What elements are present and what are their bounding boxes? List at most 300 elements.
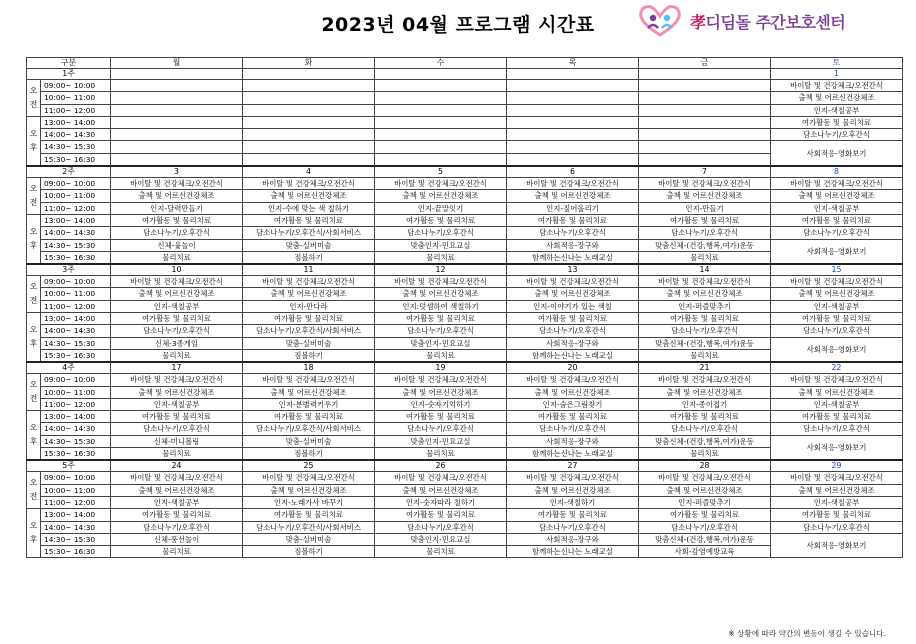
time-slot: 10:00~ 11:00 xyxy=(41,190,111,202)
activity-cell: 인지-만들기 xyxy=(639,202,771,214)
activity-cell xyxy=(111,92,243,104)
activity-cell: 담소나누기/오후간식 xyxy=(639,227,771,239)
activity-cell: 바이탈 및 건강체크/오전간식 xyxy=(243,374,375,386)
header-day: 금 xyxy=(639,58,771,69)
activity-cell: 담소나누기/오후간식 xyxy=(375,423,507,435)
date-cell xyxy=(375,69,507,80)
time-slot: 13:00~ 14:00 xyxy=(41,214,111,226)
activity-cell: 여가활동 및 물리치료 xyxy=(771,411,903,423)
time-slot: 09:00~ 10:00 xyxy=(41,276,111,288)
activity-cell: 담소나누기/오후간식/사회서비스 xyxy=(243,521,375,533)
time-slot: 14:00~ 14:30 xyxy=(41,227,111,239)
activity-cell: 신체-3종게임 xyxy=(111,337,243,349)
time-slot: 15:30~ 16:30 xyxy=(41,349,111,362)
activity-cell: 사회적응-영화보기 xyxy=(771,435,903,460)
activity-cell: 바이탈 및 건강체크/오전간식 xyxy=(111,472,243,484)
logo-text: 孝디딤돌 주간보호센터 xyxy=(690,12,846,32)
activity-cell: 물리치료 xyxy=(639,251,771,264)
activity-cell: 맞춤-실버미술 xyxy=(243,533,375,545)
date-cell: 25 xyxy=(243,460,375,472)
activity-cell: 출첵 및 어르신건강체조 xyxy=(771,386,903,398)
time-slot: 14:30~ 15:30 xyxy=(41,435,111,447)
activity-cell: 담소나누기/오후간식 xyxy=(639,423,771,435)
activity-cell: 출첵 및 어르신건강체조 xyxy=(111,386,243,398)
activity-cell: 여가활동 및 물리치료 xyxy=(507,509,639,521)
activity-cell: 여가활동 및 물리치료 xyxy=(111,509,243,521)
time-slot: 09:00~ 10:00 xyxy=(41,178,111,190)
activity-cell: 여가활동 및 물리치료 xyxy=(639,509,771,521)
date-cell: 20 xyxy=(507,362,639,374)
activity-cell: 맞춤인지-민요교실 xyxy=(375,533,507,545)
activity-cell: 사회적응-장구와 xyxy=(507,533,639,545)
time-slot: 10:00~ 11:00 xyxy=(41,386,111,398)
activity-cell: 여가활동 및 물리치료 xyxy=(243,411,375,423)
time-slot: 15:30~ 16:30 xyxy=(41,448,111,461)
activity-cell: 여가활동 및 물리치료 xyxy=(639,411,771,423)
time-slot: 10:00~ 11:00 xyxy=(41,92,111,104)
activity-cell: 출첵 및 어르신건강체조 xyxy=(507,484,639,496)
activity-cell: 바이탈 및 건강체크/오전간식 xyxy=(375,276,507,288)
time-slot: 14:00~ 14:30 xyxy=(41,423,111,435)
activity-cell xyxy=(243,104,375,116)
activity-cell: 인지-노래가사 바꾸기 xyxy=(243,496,375,508)
week-header-row xyxy=(27,264,903,276)
activity-cell: 인지-색칠공부 xyxy=(111,496,243,508)
am-label: 오 전 xyxy=(27,178,41,215)
date-cell: 1 xyxy=(771,69,903,80)
activity-cell xyxy=(375,80,507,92)
activity-cell: 여가활동 및 물리치료 xyxy=(375,411,507,423)
activity-cell: 짐볼하기 xyxy=(243,448,375,461)
date-cell xyxy=(507,69,639,80)
schedule-row xyxy=(27,374,903,386)
pm-label: 오 후 xyxy=(27,313,41,363)
am-label: 오 전 xyxy=(27,472,41,509)
activity-cell: 인지-색칠공부 xyxy=(771,300,903,312)
activity-cell xyxy=(639,116,771,128)
activity-cell: 사회적응-장구와 xyxy=(507,239,639,251)
header-day: 목 xyxy=(507,58,639,69)
activity-cell: 맞춤신체-(건강,행복,여가)운동 xyxy=(639,533,771,545)
time-slot: 09:00~ 10:00 xyxy=(41,80,111,92)
activity-cell: 여가활동 및 물리치료 xyxy=(375,313,507,325)
activity-cell: 출첵 및 어르신건강체조 xyxy=(375,484,507,496)
pm-label: 오 후 xyxy=(27,214,41,264)
activity-cell: 맞춤인지-민요교실 xyxy=(375,239,507,251)
time-slot: 10:00~ 11:00 xyxy=(41,288,111,300)
week-label: 4주 xyxy=(27,362,111,374)
schedule-row xyxy=(27,472,903,484)
activity-cell: 물리치료 xyxy=(375,251,507,264)
activity-cell: 인지-종이접기 xyxy=(639,398,771,410)
date-cell: 19 xyxy=(375,362,507,374)
activity-cell: 여가활동 및 물리치료 xyxy=(111,214,243,226)
activity-cell: 인지-분별력키우기 xyxy=(243,398,375,410)
activity-cell: 인지-색칠하기 xyxy=(507,496,639,508)
week-header-row xyxy=(27,166,903,178)
date-cell: 26 xyxy=(375,460,507,472)
activity-cell: 인지-숨은그림찾기 xyxy=(507,398,639,410)
week-label: 1주 xyxy=(27,69,111,80)
header-day: 수 xyxy=(375,58,507,69)
activity-cell: 인지-색칠공부 xyxy=(111,398,243,410)
schedule-row xyxy=(27,276,903,288)
activity-cell: 바이탈 및 건강체크/오전간식 xyxy=(771,178,903,190)
activity-cell xyxy=(507,153,639,166)
activity-cell: 사회적응-영화보기 xyxy=(771,141,903,166)
date-cell: 6 xyxy=(507,166,639,178)
activity-cell: 출첵 및 어르신건강체조 xyxy=(243,484,375,496)
activity-cell: 함께하는신나는 노래교실 xyxy=(507,546,639,558)
date-cell: 18 xyxy=(243,362,375,374)
activity-cell: 출첵 및 어르신건강체조 xyxy=(375,190,507,202)
activity-cell: 바이탈 및 건강체크/오전간식 xyxy=(639,374,771,386)
activity-cell: 신체-윷놀이 xyxy=(111,239,243,251)
schedule-row xyxy=(27,313,903,325)
activity-cell: 맞춤신체-(건강,행복,여가)운동 xyxy=(639,239,771,251)
date-cell: 22 xyxy=(771,362,903,374)
week-label: 2주 xyxy=(27,166,111,178)
activity-cell: 출첵 및 어르신건강체조 xyxy=(639,190,771,202)
activity-cell: 사회적응-영화보기 xyxy=(771,337,903,362)
time-slot: 11:00~ 12:00 xyxy=(41,104,111,116)
time-slot: 14:30~ 15:30 xyxy=(41,533,111,545)
schedule-row xyxy=(27,484,903,496)
time-slot: 14:30~ 15:30 xyxy=(41,337,111,349)
activity-cell: 물리치료 xyxy=(111,349,243,362)
activity-cell: 신체-풍선놀이 xyxy=(111,533,243,545)
activity-cell xyxy=(639,129,771,141)
activity-cell: 담소나누기/오후간식 xyxy=(507,521,639,533)
activity-cell: 담소나누기/오후간식 xyxy=(111,227,243,239)
time-slot: 11:00~ 12:00 xyxy=(41,398,111,410)
activity-cell: 바이탈 및 건강체크/오전간식 xyxy=(111,276,243,288)
activity-cell xyxy=(639,104,771,116)
activity-cell: 출첵 및 어르신건강체조 xyxy=(243,288,375,300)
date-cell: 8 xyxy=(771,166,903,178)
schedule-row xyxy=(27,521,903,533)
time-slot: 13:00~ 14:00 xyxy=(41,313,111,325)
activity-cell: 출첵 및 어르신건강체조 xyxy=(771,190,903,202)
time-slot: 10:00~ 11:00 xyxy=(41,484,111,496)
activity-cell: 출첵 및 어르신건강체조 xyxy=(111,484,243,496)
time-slot: 14:30~ 15:30 xyxy=(41,239,111,251)
activity-cell: 물리치료 xyxy=(375,349,507,362)
activity-cell: 담소나누기/오후간식 xyxy=(771,423,903,435)
date-cell: 12 xyxy=(375,264,507,276)
activity-cell: 맞춤-실버미술 xyxy=(243,239,375,251)
activity-cell: 출첵 및 어르신건강체조 xyxy=(111,288,243,300)
am-label: 오 전 xyxy=(27,276,41,313)
activity-cell: 바이탈 및 건강체크/오전간식 xyxy=(771,276,903,288)
activity-cell: 물리치료 xyxy=(111,448,243,461)
date-cell: 27 xyxy=(507,460,639,472)
activity-cell: 바이탈 및 건강체크/오전간식 xyxy=(111,374,243,386)
time-slot: 13:00~ 14:00 xyxy=(41,509,111,521)
time-slot: 14:00~ 14:30 xyxy=(41,129,111,141)
activity-cell: 출첵 및 어르신건강체조 xyxy=(639,386,771,398)
date-cell: 15 xyxy=(771,264,903,276)
schedule-row xyxy=(27,214,903,226)
activity-cell: 출첵 및 어르신건강체조 xyxy=(639,288,771,300)
activity-cell: 담소나누기/오후간식 xyxy=(507,325,639,337)
activity-cell: 물리치료 xyxy=(639,448,771,461)
activity-cell: 바이탈 및 건강체크/오전간식 xyxy=(639,178,771,190)
activity-cell: 담소나누기/오후간식 xyxy=(771,227,903,239)
activity-cell: 여가활동 및 물리치료 xyxy=(243,509,375,521)
activity-cell: 인지-색칠공부 xyxy=(771,202,903,214)
activity-cell xyxy=(243,153,375,166)
activity-cell: 인지-수에 맞는 색 칠하기 xyxy=(243,202,375,214)
activity-cell xyxy=(639,80,771,92)
activity-cell: 인지-색칠공부 xyxy=(111,300,243,312)
activity-cell: 출첵 및 어르신건강체조 xyxy=(507,386,639,398)
schedule-row xyxy=(27,533,903,545)
time-slot: 15:30~ 16:30 xyxy=(41,251,111,264)
activity-cell: 물리치료 xyxy=(111,546,243,558)
date-cell xyxy=(243,69,375,80)
schedule-row xyxy=(27,92,903,104)
activity-cell: 바이탈 및 건강체크/오전간식 xyxy=(111,178,243,190)
header-day: 월 xyxy=(111,58,243,69)
activity-cell: 인지:덧셈하여 색칠하기 xyxy=(375,300,507,312)
activity-cell: 출첵 및 어르신건강체조 xyxy=(771,484,903,496)
page-title: 2023년 04월 프로그램 시간표 xyxy=(321,14,595,36)
activity-cell: 담소나누기/오후간식 xyxy=(639,325,771,337)
schedule-row xyxy=(27,300,903,312)
schedule-row xyxy=(27,80,903,92)
activity-cell: 여가활동 및 물리치료 xyxy=(771,313,903,325)
activity-cell: 출첵 및 어르신건강체조 xyxy=(375,288,507,300)
schedule-row xyxy=(27,239,903,251)
activity-cell xyxy=(111,153,243,166)
activity-cell: 여가활동 및 물리치료 xyxy=(771,116,903,128)
activity-cell xyxy=(111,129,243,141)
date-cell: 28 xyxy=(639,460,771,472)
activity-cell: 담소나누기/오후간식 xyxy=(771,521,903,533)
activity-cell: 담소나누기/오후간식 xyxy=(639,521,771,533)
activity-cell: 맞춤-실버미술 xyxy=(243,337,375,349)
schedule-row xyxy=(27,509,903,521)
activity-cell: 여가활동 및 물리치료 xyxy=(111,411,243,423)
activity-cell xyxy=(375,92,507,104)
activity-cell: 바이탈 및 건강체크/오전간식 xyxy=(639,472,771,484)
schedule-row xyxy=(27,337,903,349)
activity-cell: 여가활동 및 물리치료 xyxy=(639,313,771,325)
schedule-row xyxy=(27,496,903,508)
activity-cell: 출첵 및 어르신건강체조 xyxy=(639,484,771,496)
am-label: 오 전 xyxy=(27,80,41,117)
time-slot: 15:30~ 16:30 xyxy=(41,153,111,166)
activity-cell: 물리치료 xyxy=(375,546,507,558)
activity-cell: 바이탈 및 건강체크/오전간식 xyxy=(507,276,639,288)
activity-cell: 담소나누기/오후간식/사회서비스 xyxy=(243,423,375,435)
schedule-row xyxy=(27,202,903,214)
activity-cell: 짐볼하기 xyxy=(243,251,375,264)
schedule-row xyxy=(27,423,903,435)
activity-cell: 맞춤-실버미술 xyxy=(243,435,375,447)
activity-cell: 맞춤인지-민요교실 xyxy=(375,337,507,349)
activity-cell xyxy=(507,104,639,116)
activity-cell: 여가활동 및 물리치료 xyxy=(771,214,903,226)
activity-cell xyxy=(243,141,375,153)
activity-cell: 바이탈 및 건강체크/오전간식 xyxy=(507,178,639,190)
activity-cell: 출첵 및 어르신건강체조 xyxy=(243,190,375,202)
activity-cell: 바이탈 및 건강체크/오전간식 xyxy=(243,472,375,484)
activity-cell: 인지-숫자기억하기 xyxy=(375,398,507,410)
activity-cell: 인지-숫자따라 칠하기 xyxy=(375,496,507,508)
activity-cell: 담소나누기/오후간식 xyxy=(111,325,243,337)
activity-cell xyxy=(639,92,771,104)
activity-cell xyxy=(375,141,507,153)
activity-cell xyxy=(243,92,375,104)
date-cell: 3 xyxy=(111,166,243,178)
date-cell: 13 xyxy=(507,264,639,276)
activity-cell xyxy=(111,116,243,128)
week-header-row xyxy=(27,362,903,374)
activity-cell: 인지-색칠공부 xyxy=(771,496,903,508)
time-slot: 11:00~ 12:00 xyxy=(41,202,111,214)
header-day: 화 xyxy=(243,58,375,69)
activity-cell xyxy=(375,153,507,166)
activity-cell: 여가활동 및 물리치료 xyxy=(243,313,375,325)
activity-cell: 담소나누기/오후간식 xyxy=(375,521,507,533)
activity-cell: 여가활동 및 물리치료 xyxy=(771,509,903,521)
schedule-row xyxy=(27,104,903,116)
activity-cell: 바이탈 및 건강체크/오전간식 xyxy=(243,178,375,190)
activity-cell: 바이탈 및 건강체크/오전간식 xyxy=(771,472,903,484)
activity-cell: 인지-만다라 xyxy=(243,300,375,312)
activity-cell: 바이탈 및 건강체크/오전간식 xyxy=(507,374,639,386)
activity-cell xyxy=(111,80,243,92)
activity-cell: 바이탈 및 건강체크/오전간식 xyxy=(639,276,771,288)
activity-cell: 물리치료 xyxy=(639,349,771,362)
time-slot: 14:00~ 14:30 xyxy=(41,325,111,337)
activity-cell xyxy=(639,141,771,153)
date-cell: 17 xyxy=(111,362,243,374)
activity-cell: 인지-짚어올리기 xyxy=(507,202,639,214)
activity-cell: 바이탈 및 건강체크/오전간식 xyxy=(243,276,375,288)
activity-cell: 바이탈 및 건강체크/오전간식 xyxy=(375,472,507,484)
activity-cell: 사회적응-영화보기 xyxy=(771,533,903,558)
activity-cell: 함께하는신나는 노래교실 xyxy=(507,349,639,362)
time-slot: 09:00~ 10:00 xyxy=(41,374,111,386)
activity-cell: 출첵 및 어르신건강체조 xyxy=(507,190,639,202)
schedule-row xyxy=(27,386,903,398)
activity-cell xyxy=(639,153,771,166)
schedule-row xyxy=(27,227,903,239)
activity-cell: 출첵 및 어르신건강체조 xyxy=(375,386,507,398)
activity-cell: 인지-퍼즐맞추기 xyxy=(639,496,771,508)
activity-cell: 바이탈 및 건강체크/오전간식 xyxy=(771,80,903,92)
activity-cell: 물리치료 xyxy=(375,448,507,461)
activity-cell xyxy=(243,129,375,141)
activity-cell: 여가활동 및 물리치료 xyxy=(111,313,243,325)
week-header-row xyxy=(27,460,903,472)
activity-cell: 출첵 및 어르신건강체조 xyxy=(243,386,375,398)
date-cell: 14 xyxy=(639,264,771,276)
activity-cell: 담소나누기/오후간식 xyxy=(111,423,243,435)
activity-cell: 함께하는신나는 노래교실 xyxy=(507,448,639,461)
date-cell: 10 xyxy=(111,264,243,276)
date-cell: 5 xyxy=(375,166,507,178)
date-cell: 24 xyxy=(111,460,243,472)
time-slot: 14:00~ 14:30 xyxy=(41,521,111,533)
activity-cell: 출첵 및 어르신건강체조 xyxy=(771,92,903,104)
schedule-row xyxy=(27,325,903,337)
footnote: ※ 상황에 따라 약간의 변동이 생길 수 있습니다. xyxy=(728,629,886,638)
activity-cell: 바이탈 및 건강체크/오전간식 xyxy=(771,374,903,386)
activity-cell: 인지-색칠공부 xyxy=(771,398,903,410)
activity-cell xyxy=(243,116,375,128)
activity-cell xyxy=(507,116,639,128)
activity-cell xyxy=(507,80,639,92)
week-label: 3주 xyxy=(27,264,111,276)
header-gubun: 구분 xyxy=(27,58,111,69)
activity-cell xyxy=(507,92,639,104)
schedule-row xyxy=(27,190,903,202)
activity-cell: 담소나누기/오후간식 xyxy=(771,325,903,337)
activity-cell: 사회적응-영화보기 xyxy=(771,239,903,264)
week-label: 5주 xyxy=(27,460,111,472)
activity-cell: 맞춤신체-(건강,행복,여가)운동 xyxy=(639,337,771,349)
activity-cell: 출첵 및 어르신건강체조 xyxy=(771,288,903,300)
activity-cell: 바이탈 및 건강체크/오전간식 xyxy=(375,374,507,386)
schedule-row xyxy=(27,141,903,153)
activity-cell: 여가활동 및 물리치료 xyxy=(507,313,639,325)
date-cell: 4 xyxy=(243,166,375,178)
activity-cell xyxy=(111,141,243,153)
schedule-row xyxy=(27,116,903,128)
activity-cell: 담소나누기/오후간식 xyxy=(507,227,639,239)
schedule-row xyxy=(27,178,903,190)
activity-cell: 담소나누기/오후간식/사회서비스 xyxy=(243,325,375,337)
activity-cell: 바이탈 및 건강체크/오전간식 xyxy=(375,178,507,190)
date-cell xyxy=(639,69,771,80)
schedule-sheet xyxy=(26,57,902,558)
time-slot: 13:00~ 14:00 xyxy=(41,411,111,423)
activity-cell: 인지-달력만들기 xyxy=(111,202,243,214)
schedule-row xyxy=(27,435,903,447)
activity-cell xyxy=(243,80,375,92)
activity-cell: 여가활동 및 물리치료 xyxy=(375,509,507,521)
schedule-row xyxy=(27,411,903,423)
activity-cell: 인지-색칠공부 xyxy=(771,104,903,116)
activity-cell: 담소나누기/오후간식 xyxy=(771,129,903,141)
activity-cell: 여가활동 및 물리치료 xyxy=(507,411,639,423)
schedule-row xyxy=(27,398,903,410)
activity-cell: 담소나누기/오후간식 xyxy=(111,521,243,533)
date-cell xyxy=(111,69,243,80)
activity-cell xyxy=(375,104,507,116)
activity-cell: 출첵 및 어르신건강체조 xyxy=(111,190,243,202)
date-cell: 11 xyxy=(243,264,375,276)
activity-cell: 담소나누기/오후간식 xyxy=(375,325,507,337)
time-slot: 11:00~ 12:00 xyxy=(41,496,111,508)
time-slot: 15:30~ 16:30 xyxy=(41,546,111,558)
activity-cell xyxy=(111,104,243,116)
schedule-row xyxy=(27,129,903,141)
heart-people-icon xyxy=(636,4,684,38)
activity-cell: 맞춤신체-(건강,행복,여가)운동 xyxy=(639,435,771,447)
activity-cell: 출첵 및 어르신건강체조 xyxy=(507,288,639,300)
activity-cell: 짐볼하기 xyxy=(243,349,375,362)
date-cell: 7 xyxy=(639,166,771,178)
activity-cell: 사회적응-장구와 xyxy=(507,337,639,349)
activity-cell: 짐볼하기 xyxy=(243,546,375,558)
pm-label: 오 후 xyxy=(27,509,41,558)
time-slot: 14:30~ 15:30 xyxy=(41,141,111,153)
